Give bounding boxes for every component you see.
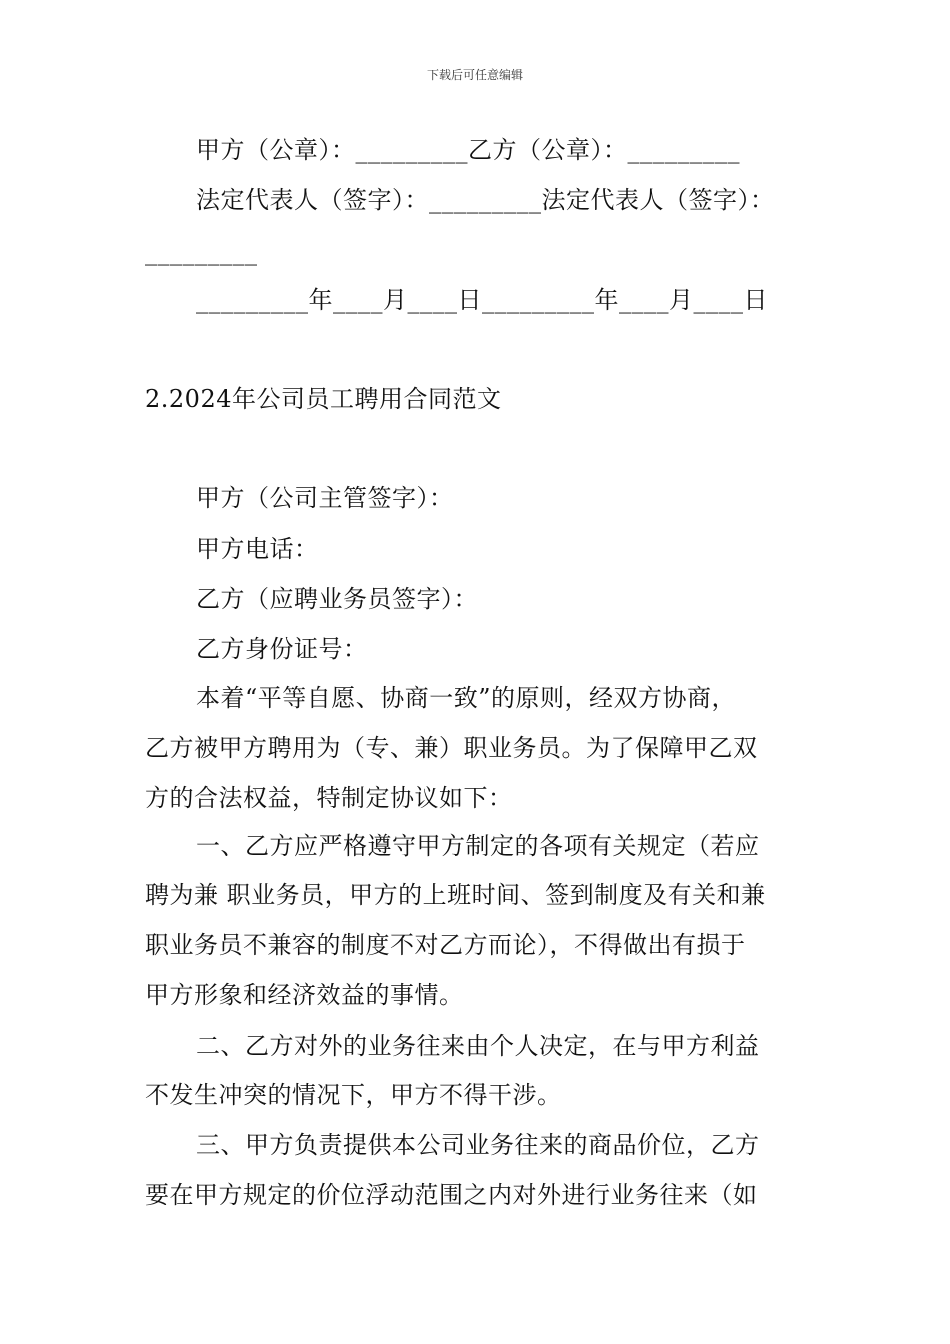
party-seal-line: 甲方（公章）：_________乙方（公章）：_________ (196, 136, 740, 164)
clause-1-line: 聘为兼 职业务员，甲方的上班时间、签到制度及有关和兼 (145, 881, 766, 909)
legal-rep-line: 法定代表人（签字）：_________法定代表人（签字）： (196, 186, 775, 214)
clause-2-line: 二、乙方对外的业务往来由个人决定，在与甲方利益 (196, 1032, 760, 1060)
page-header: 下载后可任意编辑 (426, 68, 523, 82)
clause-1-line: 甲方形象和经济效益的事情。 (145, 981, 464, 1009)
section-title: 2.2024年公司员工聘用合同范文 (145, 385, 502, 413)
party-a-sign: 甲方（公司主管签字）： (196, 484, 454, 512)
clause-3-line: 要在甲方规定的价位浮动范围之内对外进行业务往来（如 (145, 1181, 758, 1209)
party-b-sign: 乙方（应聘业务员签字）： (196, 585, 478, 613)
clause-1-line: 职业务员不兼容的制度不对乙方而论），不得做出有损于 (145, 931, 746, 959)
date-line: _________年____月____日_________年____月____日 (196, 286, 768, 314)
clause-3-line: 三、甲方负责提供本公司业务往来的商品价位，乙方 (196, 1131, 760, 1159)
intro-line: 方的合法权益，特制定协议如下： (145, 784, 513, 812)
clause-2-line: 不发生冲突的情况下，甲方不得干涉。 (145, 1081, 562, 1109)
party-a-phone: 甲方电话： (196, 535, 319, 563)
party-b-id: 乙方身份证号： (196, 635, 368, 663)
legal-rep-blank: _________ (145, 238, 258, 266)
intro-line: 本着“平等自愿、协商一致”的原则，经双方协商， (196, 684, 737, 712)
intro-line: 乙方被甲方聘用为（专、兼）职业务员。为了保障甲乙双 (145, 734, 758, 762)
clause-1-line: 一、乙方应严格遵守甲方制定的各项有关规定（若应 (196, 832, 760, 860)
